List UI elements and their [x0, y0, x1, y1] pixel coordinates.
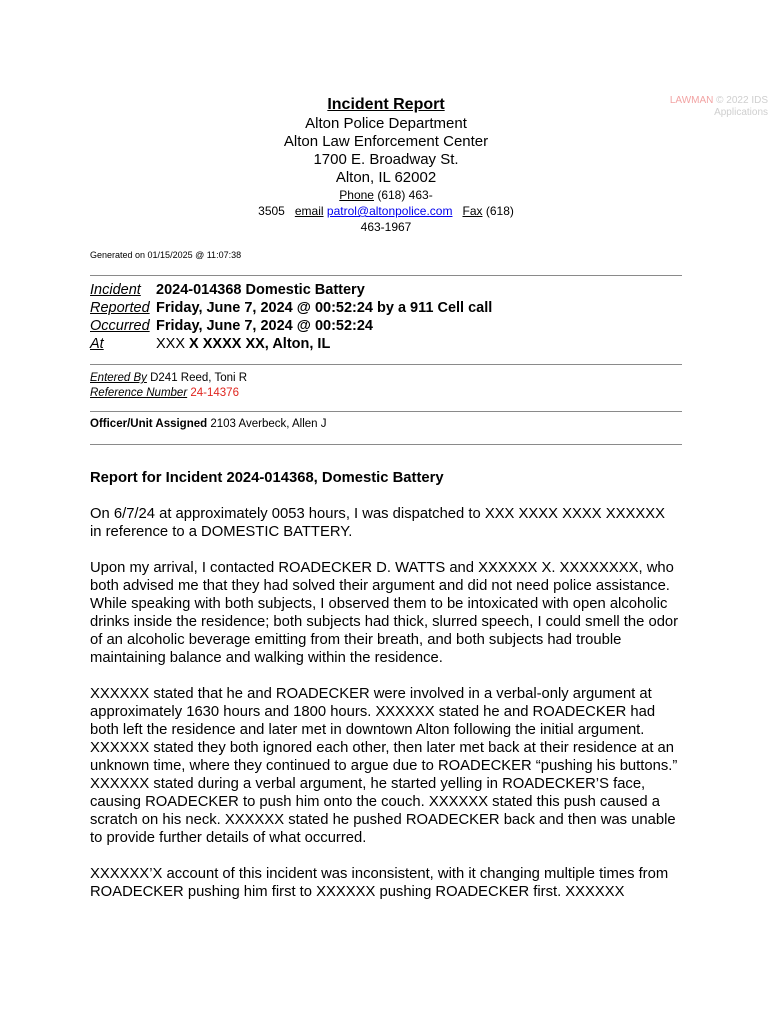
entered-by-row [90, 371, 247, 386]
occurred-value: Friday, June 7, 2024 @ 00:52:24 [156, 318, 373, 334]
street-address: 1700 E. Broadway St. [313, 151, 459, 168]
watermark-brand: LAWMAN [669, 95, 714, 106]
narrative-paragraph: On 6/7/24 at approximately 0053 hours, I was dispatched to XXX XXXX XXXX XXXXXX in reference to a DOMESTIC BATTERY. [90, 506, 665, 540]
location-value-plain: XXX [156, 336, 190, 352]
entered-by-value: D241 Reed, Toni R [150, 372, 248, 384]
contact-line-1 [90, 187, 682, 203]
location-value-bold: X XXXX XX, Alton, IL [189, 336, 331, 352]
divider [90, 275, 682, 276]
phone-value-part2: 3505 [258, 204, 285, 218]
fax-value-part2: 463-1967 [360, 220, 412, 234]
incident-row [90, 281, 682, 299]
fax-value-part1: (618) [485, 204, 514, 218]
entry-info [90, 371, 247, 401]
location-value [156, 335, 330, 353]
reference-label: Reference Number [90, 387, 188, 399]
generated-timestamp: Generated on 01/15/2025 @ 11:07:38 [90, 250, 242, 260]
incident-label: Incident [90, 282, 141, 298]
incident-summary [90, 281, 682, 353]
officer-label: Officer/Unit Assigned [90, 418, 208, 430]
email-label: email [294, 204, 324, 218]
divider [90, 411, 682, 412]
email-link[interactable]: patrol@altonpolice.com [326, 204, 453, 218]
narrative-paragraph: XXXXXX’X account of this incident was inconsistent, with it changing multiple times from ROADECKER pushing him first to XXXXXX pushing ROADECKER first. XXXXXX [90, 866, 669, 900]
fax-label: Fax [462, 204, 483, 218]
city-address: Alton, IL 62002 [335, 169, 437, 186]
contact-line-2 [90, 203, 682, 219]
officer-value: 2103 Averbeck, Allen J [210, 418, 327, 430]
report-narrative [90, 469, 680, 919]
officer-assigned-row [90, 418, 327, 430]
incident-value: 2024-014368 Domestic Battery [156, 282, 365, 298]
entered-by-label: Entered By [90, 372, 147, 384]
divider [90, 444, 682, 445]
narrative-paragraph: Upon my arrival, I contacted ROADECKER D. WATTS and XXXXXX X. XXXXXXXX, who both advised me that they had solved their argument and did not need police assistance. While speaking with both subjects, I observed them to be intoxicated with open alcoholic drinks inside the residence; both subjects had thick, slurred speech, I could smell the odor of an alcoholic beverage emitting from their breath, and both subjects had trouble maintaining balance and walking within the residence. [90, 560, 679, 666]
report-heading: Report for Incident 2024-014368, Domestic Battery [90, 470, 444, 486]
narrative-paragraph: XXXXXX stated that he and ROADECKER were involved in a verbal-only argument at approximately 1630 hours and 1800 hours. XXXXXX stated he and ROADECKER had both left the residence and later met in downtown Alton following the initial argument. XXXXXX stated they both ignored each other, then later met back at their residence at an unknown time, where they continued to argue due to ROADECKER “pushing his buttons.” XXXXXX stated during a verbal argument, he started yelling in ROADECKER’S face, causing ROADECKER to push him onto the couch. XXXXXX stated this push caused a scratch on his neck. XXXXXX stated he pushed ROADECKER back and then was unable to provide further details of what occurred. [90, 686, 678, 846]
occurred-row [90, 317, 682, 335]
reported-label: Reported [90, 300, 150, 316]
watermark-copyright: © 2022 IDS Applications [714, 95, 768, 118]
location-row [90, 335, 682, 353]
center-name: Alton Law Enforcement Center [283, 133, 489, 150]
department-name: Alton Police Department [305, 115, 467, 132]
contact-line-3 [90, 219, 682, 235]
page-title: Incident Report [327, 96, 445, 113]
report-header [90, 95, 682, 235]
reported-row [90, 299, 682, 317]
reference-number: 24-14376 [190, 387, 239, 399]
location-label: At [90, 336, 104, 352]
reference-row [90, 386, 247, 401]
phone-value-part1: (618) 463- [377, 188, 433, 202]
divider [90, 364, 682, 365]
occurred-label: Occurred [90, 318, 150, 334]
phone-label: Phone [339, 188, 374, 202]
report-page [90, 0, 768, 1024]
reported-value: Friday, June 7, 2024 @ 00:52:24 by a 911 Cell call [156, 300, 493, 316]
